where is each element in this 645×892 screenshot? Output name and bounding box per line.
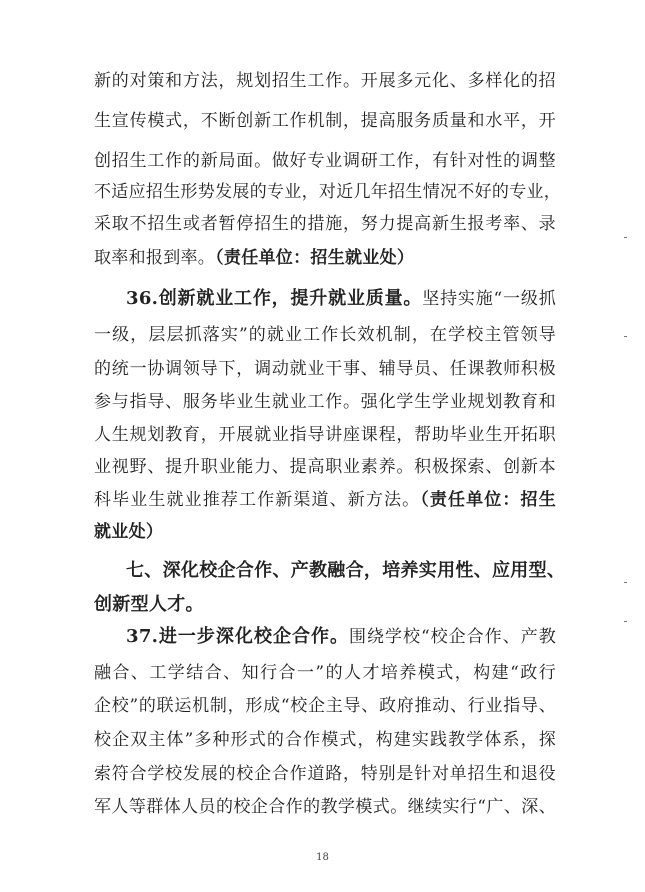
page-number: 18: [316, 852, 329, 863]
item-heading-37: 37.进一步深化校企合作。: [126, 626, 349, 647]
paragraph-line: 融合、工学结合、知行合一”的人才培养模式，构建“政行: [94, 663, 556, 683]
paragraph-line: 的统一协调领导下，调动就业干事、辅导员、任课教师积极: [94, 359, 556, 379]
paragraph-line: 一级，层层抓落实”的就业工作长效机制，在学校主管领导: [94, 325, 556, 345]
paragraph-line: 校企双主体”多种形式的合作模式，构建实践教学体系，探: [94, 730, 556, 750]
section-heading: 七、深化校企合作、产教融合，培养实用性、应用型、: [126, 560, 566, 581]
scan-mark: [624, 582, 627, 583]
responsible-unit: 就业处）: [94, 522, 164, 542]
section-heading: 创新型人才。: [94, 594, 204, 615]
responsible-unit: （责任单位：招生就业处）: [215, 248, 415, 268]
paragraph-line: 生宣传模式，不断创新工作机制，提高服务质量和水平，开: [94, 111, 556, 131]
paragraph-line: [94, 490, 556, 510]
paragraph-line: 新的对策和方法，规划招生工作。开展多元化、多样化的招: [94, 71, 556, 91]
scan-mark: [624, 336, 627, 337]
paragraph-line: [94, 627, 556, 647]
paragraph-line: 参与指导、服务毕业生就业工作。强化学生学业规划教育和: [94, 392, 556, 412]
paragraph-line: 采取不招生或者暂停招生的措施，努力提高新生报考率、录: [94, 214, 556, 234]
paragraph-text: 坚持实施“一级抓: [422, 289, 556, 309]
paragraph-line: 军人等群体人员的校企合作的教学模式。继续实行“广、深、: [94, 797, 556, 817]
paragraph-line: 索符合学校发展的校企合作道路，特别是针对单招生和退役: [94, 764, 556, 784]
paragraph-line: [94, 289, 556, 309]
paragraph-line: 创招生工作的新局面。做好专业调研工作，有针对性的调整: [94, 151, 556, 171]
paragraph-text: 科毕业生就业推荐工作新渠道、新方法。: [94, 490, 421, 510]
paragraph-line: [94, 248, 556, 268]
scan-mark: [624, 621, 627, 622]
scan-mark: [624, 237, 627, 238]
paragraph-line: 人生规划教育，开展就业指导讲座课程，帮助毕业生开拓职: [94, 425, 556, 445]
paragraph-text: 取率和报到率。: [94, 248, 216, 268]
responsible-unit: （责任单位：招生: [420, 490, 556, 510]
item-heading-36: 36.创新就业工作，提升就业质量。: [126, 288, 423, 309]
paragraph-line: 不适应招生形势发展的专业，对近几年招生情况不好的专业，: [94, 182, 562, 202]
paragraph-line: 业视野、提升职业能力、提高职业素养。积极探索、创新本: [94, 457, 556, 477]
paragraph-text: 围绕学校“校企合作、产教: [348, 627, 557, 647]
paragraph-line: 企校”的联运机制，形成“校企主导、政府推动、行业指导、: [94, 696, 556, 716]
